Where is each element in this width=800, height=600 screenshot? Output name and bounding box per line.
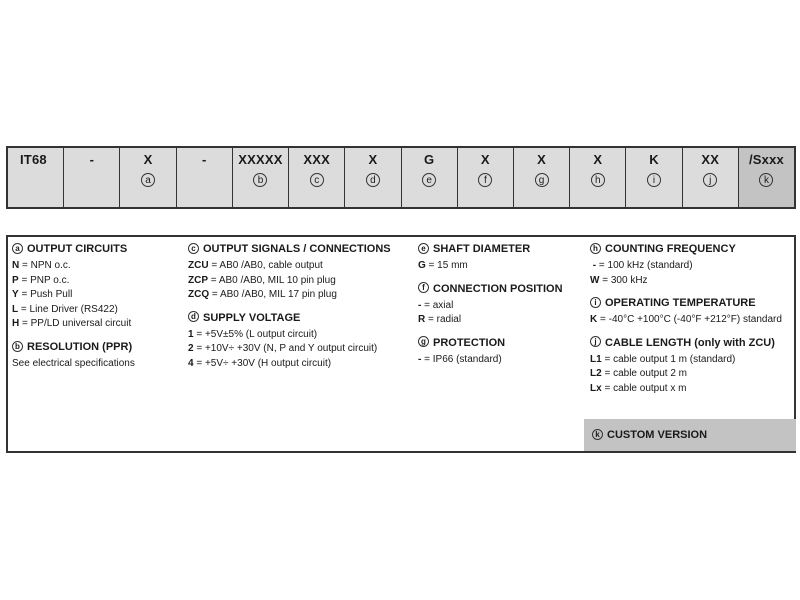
code-value: G bbox=[423, 152, 435, 167]
circled-letter-j: j bbox=[590, 336, 601, 347]
circled-letter-b: b bbox=[253, 173, 267, 187]
section-counting-frequency-title: h COUNTING FREQUENCY bbox=[590, 243, 796, 255]
code-value: K bbox=[649, 152, 659, 167]
section-output-circuits-title: a OUTPUT CIRCUITS bbox=[12, 243, 182, 255]
legend-box bbox=[6, 235, 796, 453]
circled-letter-k: k bbox=[759, 173, 773, 187]
code-cell-h bbox=[570, 148, 626, 207]
code-cell-separator bbox=[177, 148, 233, 207]
code-value: - bbox=[202, 152, 207, 167]
code-value: IT68 bbox=[20, 152, 47, 167]
circled-letter-h: h bbox=[590, 243, 601, 254]
circled-letter-a: a bbox=[141, 173, 155, 187]
legend-line: ZCP = AB0 /AB0, MIL 10 pin plug bbox=[188, 274, 336, 286]
circled-letter-b: b bbox=[12, 341, 23, 352]
code-value: X bbox=[593, 152, 603, 167]
code-value: X bbox=[480, 152, 490, 167]
legend-column-3 bbox=[418, 243, 588, 367]
circled-letter-f: f bbox=[418, 282, 429, 293]
circled-letter-j: j bbox=[703, 173, 717, 187]
circled-letter-d: d bbox=[366, 173, 380, 187]
section-custom-version-title: k CUSTOM VERSION bbox=[592, 429, 707, 441]
code-cell-model bbox=[8, 148, 64, 207]
code-cell-c bbox=[289, 148, 345, 207]
code-cell-k bbox=[739, 148, 794, 207]
circled-letter-i: i bbox=[647, 173, 661, 187]
legend-line: W = 300 kHz bbox=[590, 274, 648, 286]
legend-line: - = 100 kHz (standard) bbox=[592, 260, 693, 271]
circled-letter-e: e bbox=[422, 173, 436, 187]
code-cell-i bbox=[626, 148, 682, 207]
circled-letter-h: h bbox=[591, 173, 605, 187]
legend-line: N = NPN o.c. bbox=[12, 260, 71, 271]
code-value: X bbox=[368, 152, 378, 167]
section-output-signals-title: c OUTPUT SIGNALS / CONNECTIONS bbox=[188, 243, 413, 255]
legend-line: G = 15 mm bbox=[418, 260, 468, 271]
legend-line: See electrical specifications bbox=[12, 357, 135, 369]
section-connection-position-title: f CONNECTION POSITION bbox=[418, 283, 588, 295]
code-cell-j bbox=[683, 148, 739, 207]
legend-column-4 bbox=[590, 243, 796, 397]
section-resolution-title: b RESOLUTION (PPR) bbox=[12, 341, 182, 353]
legend-column-1 bbox=[12, 243, 182, 372]
code-value: /Sxxx bbox=[748, 152, 784, 167]
circled-letter-g: g bbox=[535, 173, 549, 187]
code-cell-d bbox=[345, 148, 401, 207]
legend-line: ZCU = AB0 /AB0, cable output bbox=[188, 260, 323, 271]
section-shaft-diameter-title: e SHAFT DIAMETER bbox=[418, 243, 588, 255]
circled-letter-c: c bbox=[310, 173, 324, 187]
legend-column-2 bbox=[188, 243, 413, 372]
section-operating-temperature-title: i OPERATING TEMPERATURE bbox=[590, 297, 796, 309]
legend-line: L2 = cable output 2 m bbox=[590, 368, 688, 380]
circled-letter-f: f bbox=[478, 173, 492, 187]
circled-letter-i: i bbox=[590, 297, 601, 308]
legend-line: R = radial bbox=[418, 314, 462, 326]
code-cell-f bbox=[458, 148, 514, 207]
code-value: XXXXX bbox=[238, 152, 283, 167]
legend-line: - = axial bbox=[418, 299, 454, 311]
circled-letter-c: c bbox=[188, 243, 199, 254]
code-value: XXX bbox=[303, 152, 331, 167]
legend-line: L1 = cable output 1 m (standard) bbox=[590, 353, 736, 365]
legend-line: Y = Push Pull bbox=[12, 289, 73, 301]
legend-line: Lx = cable output x m bbox=[590, 382, 687, 394]
ordering-code-strip bbox=[6, 146, 796, 209]
circled-letter-e: e bbox=[418, 243, 429, 254]
code-value: XX bbox=[701, 152, 720, 167]
section-protection-title: g PROTECTION bbox=[418, 337, 588, 349]
code-value: X bbox=[143, 152, 153, 167]
section-supply-voltage-title: d SUPPLY VOLTAGE bbox=[188, 312, 413, 324]
code-cell-e bbox=[402, 148, 458, 207]
legend-line: P = PNP o.c. bbox=[12, 274, 70, 286]
legend-line: L = Line Driver (RS422) bbox=[12, 303, 118, 315]
code-cell-separator bbox=[64, 148, 120, 207]
code-cell-g bbox=[514, 148, 570, 207]
legend-line: 1 = +5V±5% (L output circuit) bbox=[188, 328, 318, 340]
custom-version-box bbox=[584, 419, 796, 451]
circled-letter-d: d bbox=[188, 311, 199, 322]
code-cell-b bbox=[233, 148, 289, 207]
legend-line: K = -40°C +100°C (-40°F +212°F) standard bbox=[590, 314, 782, 326]
circled-letter-k: k bbox=[592, 429, 603, 440]
legend-line: 4 = +5V÷ +30V (H output circuit) bbox=[188, 357, 332, 369]
code-cell-a bbox=[120, 148, 176, 207]
circled-letter-g: g bbox=[418, 336, 429, 347]
legend-line: - = IP66 (standard) bbox=[418, 353, 502, 365]
code-value: - bbox=[89, 152, 95, 167]
legend-line: ZCQ = AB0 /AB0, MIL 17 pin plug bbox=[188, 289, 337, 301]
circled-letter-a: a bbox=[12, 243, 23, 254]
legend-line: H = PP/LD universal circuit bbox=[12, 318, 132, 330]
code-value: X bbox=[537, 152, 547, 167]
section-cable-length-title: j CABLE LENGTH (only with ZCU) bbox=[590, 337, 796, 349]
legend-line: 2 = +10V÷ +30V (N, P and Y output circuit) bbox=[188, 343, 378, 355]
